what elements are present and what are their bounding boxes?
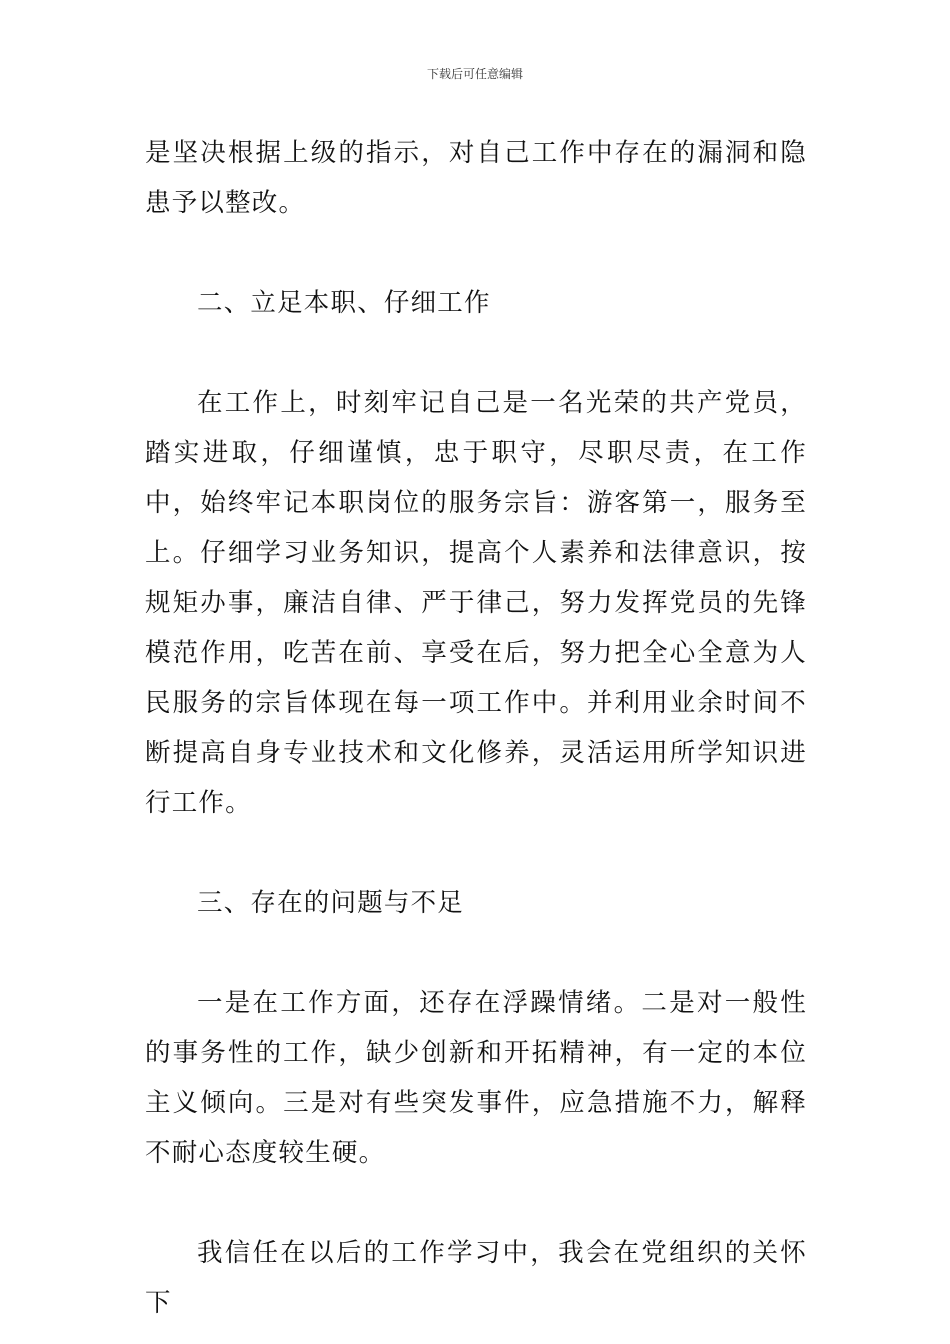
paragraph-problems: 一是在工作方面，还存在浮躁情绪。二是对一般性的事务性的工作，缺少创新和开拓精神，有一定的本位主义倾向。三是对有些突发事件，应急措施不力，解释不耐心态度较生硬。 [145, 988, 807, 1168]
paragraph-closing: 我信任在以后的工作学习中，我会在党组织的关怀下 [145, 1238, 807, 1318]
section-heading-2: 二、立足本职、仔细工作 [197, 288, 491, 318]
paragraph-work: 在工作上，时刻牢记自己是一名光荣的共产党员，踏实进取，仔细谨慎，忠于职守，尽职尽责，在工作中，始终牢记本职岗位的服务宗旨：游客第一，服务至上。仔细学习业务知识，提高个人素养和法律意识，按规矩办事，廉洁自律、严于律己，努力发挥党员的先锋模范作用，吃苦在前、享受在后，努力把全心全意为人民服务的宗旨体现在每一项工作中。并利用业余时间不断提高自身专业技术和文化修养，灵活运用所学知识进行工作。 [145, 388, 807, 818]
header-note: 下载后可任意编辑 [426, 67, 523, 81]
paragraph-continuation: 是坚决根据上级的指示，对自己工作中存在的漏洞和隐患予以整改。 [145, 138, 807, 218]
document-body [145, 128, 807, 1328]
section-heading-3: 三、存在的问题与不足 [197, 888, 465, 918]
